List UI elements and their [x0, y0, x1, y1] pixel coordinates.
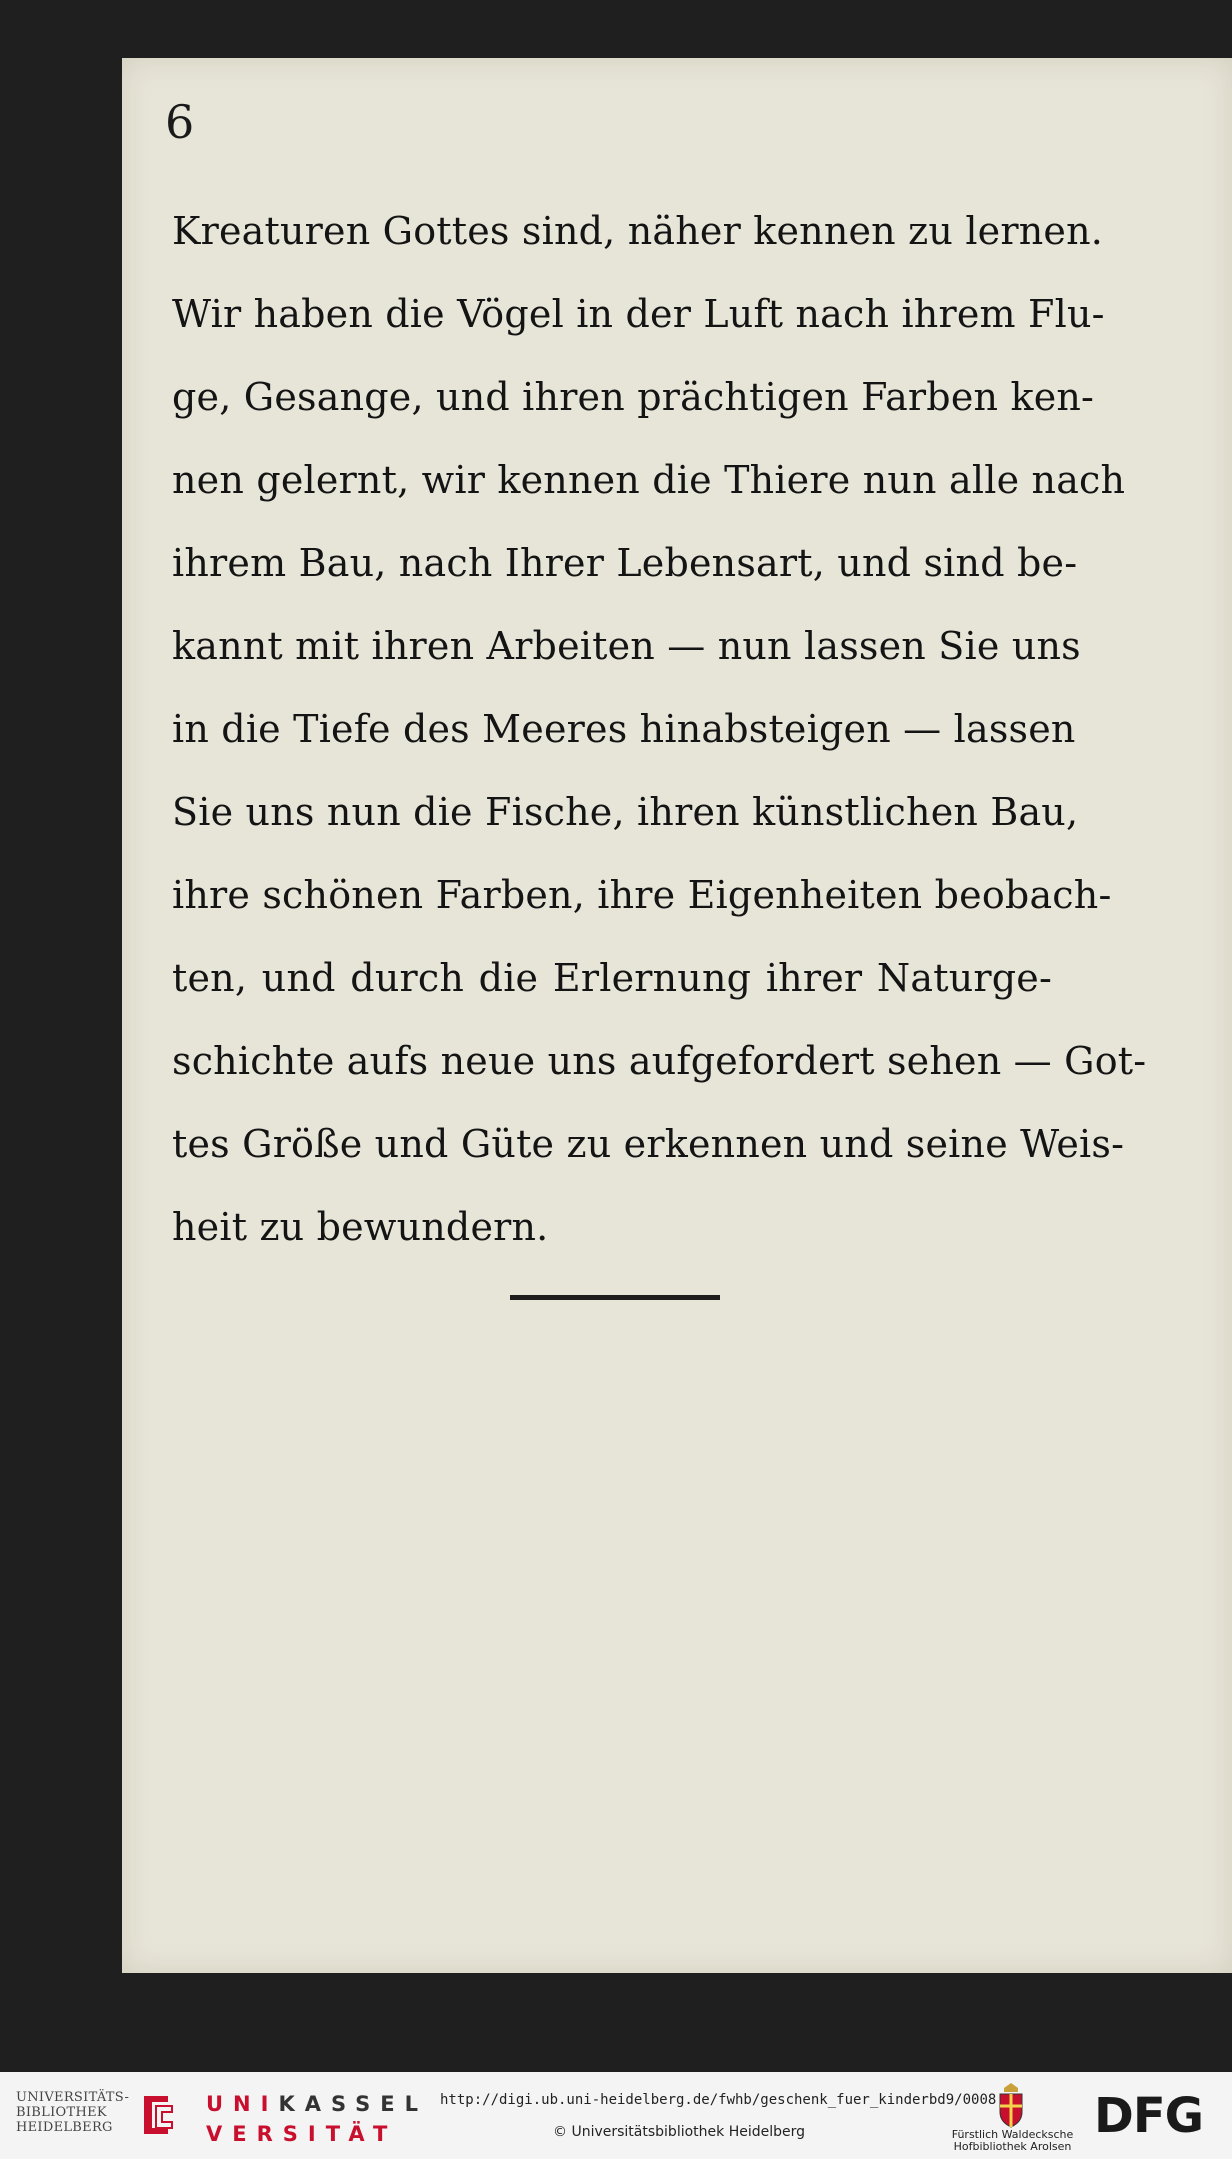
- text-line: schichte aufs neue uns aufgefordert sehen — Got-: [172, 1039, 1147, 1083]
- footer-bar: [0, 2072, 1232, 2159]
- page-text: [172, 190, 1147, 1269]
- waldeck-crest-icon[interactable]: [996, 2082, 1026, 2128]
- permalink-url[interactable]: http://digi.ub.uni-heidelberg.de/fwhb/geschenk_fuer_kinderbd9/0008: [440, 2092, 997, 2108]
- arolsen-library-label: Fürstlich Waldecksche Hofbibliothek Arolsen: [951, 2128, 1074, 2153]
- text-line: tes Größe und Güte zu erkennen und seine Weis-: [172, 1122, 1125, 1166]
- text-line: ten, und durch die Erlernung ihrer Naturge-: [172, 956, 1052, 1000]
- copyright-notice: © Universitätsbibliothek Heidelberg: [553, 2124, 806, 2140]
- end-rule: [510, 1295, 720, 1300]
- versitaet-wordmark: VERSITÄT: [206, 2122, 398, 2146]
- text-line: ihrem Bau, nach Ihrer Lebensart, und sind be-: [172, 541, 1078, 585]
- page-number: 6: [165, 95, 195, 149]
- heidelberg-library-logo[interactable]: UNIVERSITÄTS- BIBLIOTHEK HEIDELBERG: [16, 2090, 130, 2135]
- kassel-logo-icon[interactable]: [138, 2092, 176, 2138]
- uni-kassel-wordmark: UNIKASSEL: [206, 2092, 429, 2116]
- text-line: in die Tiefe des Meeres hinabsteigen — lassen: [172, 707, 1076, 751]
- dfg-logo[interactable]: DFG: [1094, 2088, 1204, 2144]
- text-line: Sie uns nun die Fische, ihren künstlichen Bau,: [172, 790, 1079, 834]
- text-line: Wir haben die Vögel in der Luft nach ihrem Flu-: [172, 292, 1105, 336]
- text-line: ge, Gesange, und ihren prächtigen Farben ken-: [172, 375, 1095, 419]
- text-line: nen gelernt, wir kennen die Thiere nun alle nach: [172, 458, 1126, 502]
- text-line: Kreaturen Gottes sind, näher kennen zu lernen.: [172, 209, 1104, 253]
- text-line: heit zu bewundern.: [172, 1205, 549, 1249]
- text-line: ihre schönen Farben, ihre Eigenheiten beobach-: [172, 873, 1112, 917]
- text-line: kannt mit ihren Arbeiten — nun lassen Sie uns: [172, 624, 1081, 668]
